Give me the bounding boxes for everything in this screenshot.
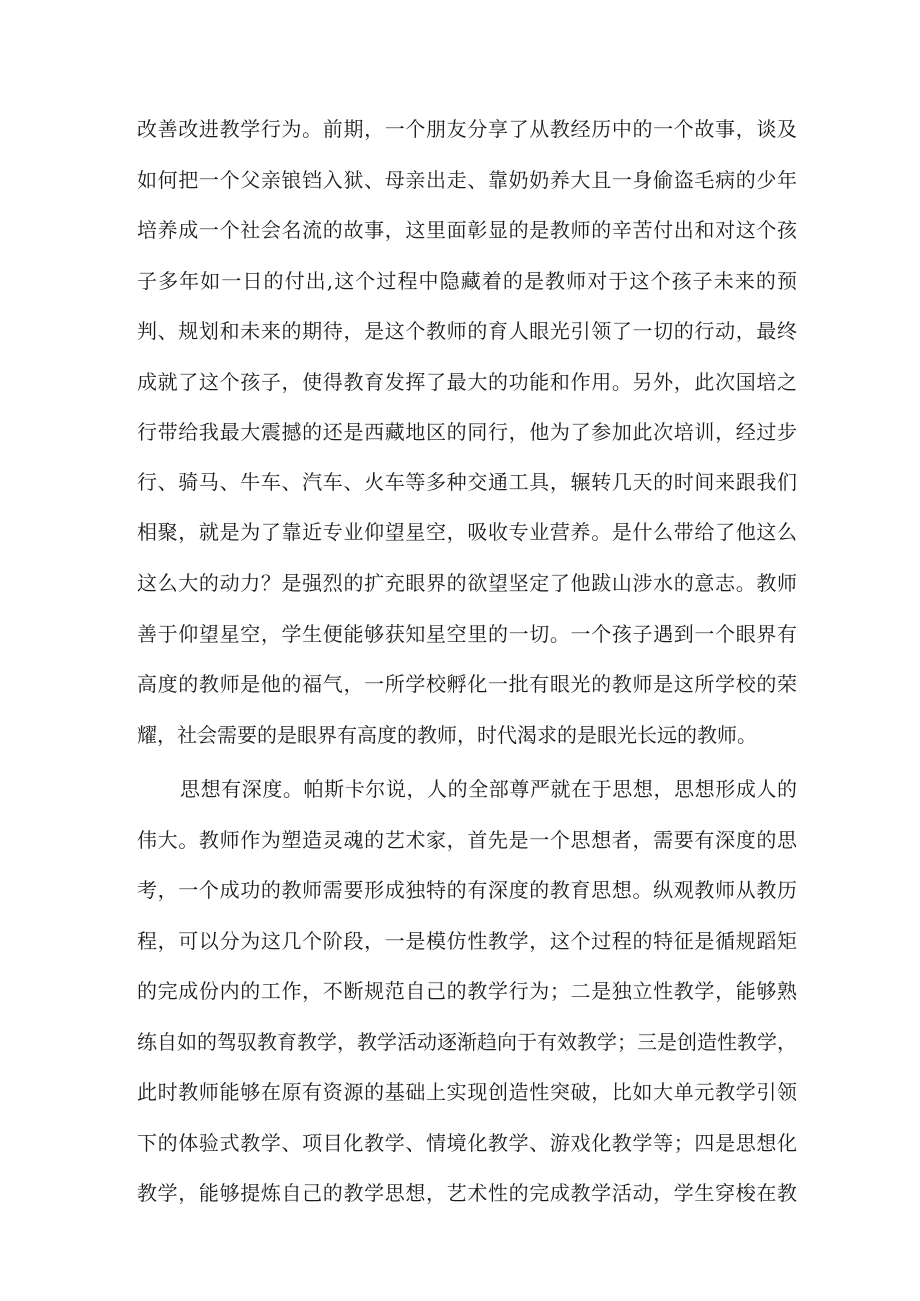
paragraph-2-line-9: 教学，能够提炼自己的教学思想，艺术性的完成教学活动，学生穿梭在教	[137, 1181, 797, 1205]
paragraph-1-line-5: 判、规划和未来的期待，是这个教师的育人眼光引领了一切的行动，最终	[137, 319, 797, 343]
paragraph-1-line-8: 行、骑马、牛车、汽车、火车等多种交通工具，辗转几天的时间来跟我们	[137, 470, 797, 494]
paragraph-1-line-10: 这么大的动力？是强烈的扩充眼界的欲望坚定了他跋山涉水的意志。教师	[137, 571, 797, 595]
paragraph-2-line-5: 的完成份内的工作，不断规范自己的教学行为；二是独立性教学，能够熟	[137, 979, 797, 1003]
paragraph-1-line-4: 子多年如一日的付出,这个过程中隐藏着的是教师对于这个孩子未来的预	[137, 269, 797, 293]
paragraph-2-line-3: 考，一个成功的教师需要形成独特的有深度的教育思想。纵观教师从教历	[137, 878, 797, 902]
paragraph-2-line-4: 程，可以分为这几个阶段，一是模仿性教学，这个过程的特征是循规蹈矩	[137, 929, 797, 953]
paragraph-1-line-9: 相聚，就是为了靠近专业仰望星空，吸收专业营养。是什么带给了他这么	[137, 520, 797, 544]
paragraph-1-line-7: 行带给我最大震撼的还是西藏地区的同行，他为了参加此次培训，经过步	[137, 420, 797, 444]
paragraph-1-line-2: 如何把一个父亲锒铛入狱、母亲出走、靠奶奶养大且一身偷盗毛病的少年	[137, 168, 797, 192]
paragraph-1-line-12: 高度的教师是他的福气，一所学校孵化一批有眼光的教师是这所学校的荣	[137, 672, 797, 696]
paragraph-2-line-2: 伟大。教师作为塑造灵魂的艺术家，首先是一个思想者，需要有深度的思	[137, 828, 797, 852]
paragraph-1-line-6: 成就了这个孩子，使得教育发挥了最大的功能和作用。另外，此次国培之	[137, 370, 797, 394]
paragraph-2-line-7: 此时教师能够在原有资源的基础上实现创造性突破，比如大单元教学引领	[137, 1080, 797, 1104]
paragraph-2-line-1: 思想有深度。帕斯卡尔说，人的全部尊严就在于思想，思想形成人的	[180, 777, 797, 801]
paragraph-1-line-13: 耀，社会需要的是眼界有高度的教师，时代渴求的是眼光长远的教师。	[137, 723, 757, 747]
paragraph-1-line-1: 改善改进教学行为。前期，一个朋友分享了从教经历中的一个故事，谈及	[137, 117, 797, 141]
paragraph-1-line-11: 善于仰望星空，学生便能够获知星空里的一切。一个孩子遇到一个眼界有	[137, 622, 797, 646]
paragraph-2-line-6: 练自如的驾驭教育教学，教学活动逐渐趋向于有效教学；三是创造性教学，	[137, 1030, 797, 1054]
paragraph-1-line-3: 培养成一个社会名流的故事，这里面彰显的是教师的辛苦付出和对这个孩	[137, 218, 797, 242]
paragraph-2-line-8: 下的体验式教学、项目化教学、情境化教学、游戏化教学等；四是思想化	[137, 1131, 797, 1155]
